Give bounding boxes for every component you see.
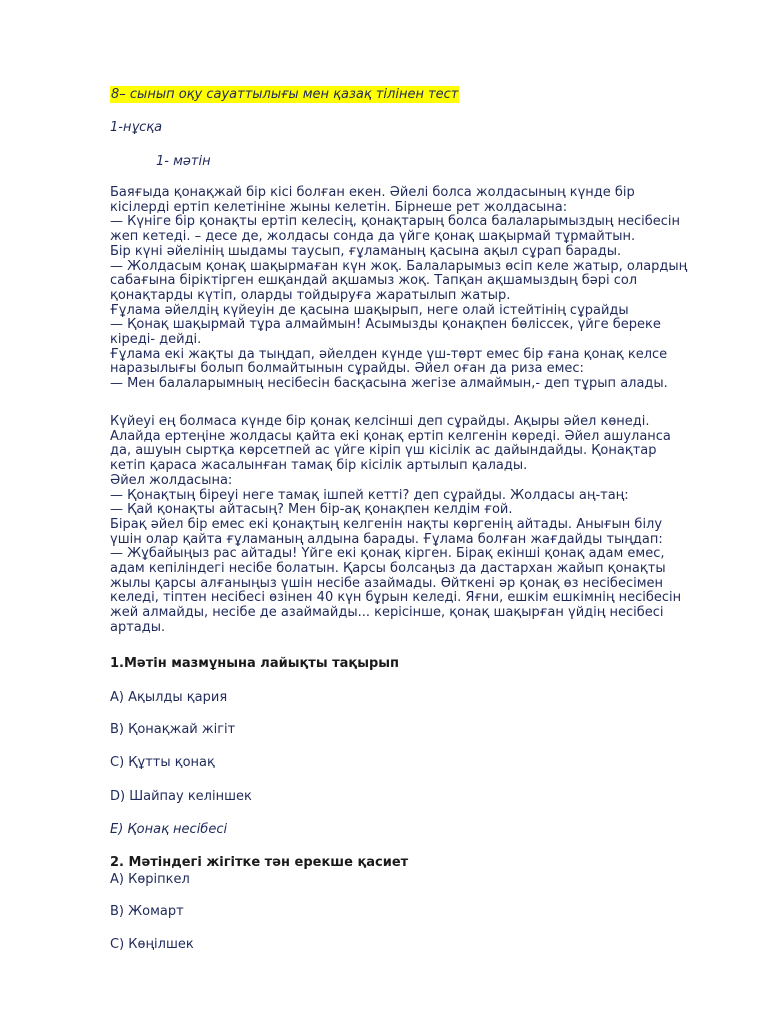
question-1-option-b: В) Қонақжай жігіт	[110, 722, 236, 737]
paragraph-line: — Жұбайыңыз рас айтады! Үйге екі қонақ кірген. Бірақ екінші қонақ адам емес,	[110, 546, 665, 562]
paragraph-line: келеді, тіптен несібесі өзінен 40 күн бұрын келеді. Яғни, ешкім ешкімнің несібесін	[110, 590, 682, 606]
test-title: 8– сынып оқу сауаттылығы мен қазақ тілінен тест	[111, 87, 459, 102]
question-2-option-a: А) Көріпкел	[110, 872, 190, 887]
paragraph-line: Алайда ертеңіне жолдасы қайта екі қонақ ертіп келгенін көреді. Әйел ашуланса	[110, 428, 671, 444]
paragraph-line: Күйеуі ең болмаса күнде бір қонақ келсінші деп сұрайды. Ақыры әйел көнеді.	[110, 414, 650, 429]
paragraph-line: да, ашуын сыртқа көрсетпей ас үйге кіріп үш кісілік ас дайындайды. Қонақтар	[110, 443, 657, 459]
paragraph-line: Бір күні әйелінің шыдамы таусып, ғұламаның қасына ақыл сұрап барады.	[110, 243, 622, 259]
paragraph-line: — Қонақтың біреуі неге тамақ ішпей кетті? деп сұрайды. Жолдасы аң-таң:	[110, 487, 629, 503]
question-1-option-a: А) Ақылды қария	[110, 690, 228, 705]
question-1-text: 1.Мәтін мазмұнына лайықты тақырып	[110, 656, 400, 671]
paragraph-line: — Қай қонақты айтасың? Мен бір-ақ қонақпен келдім ғой.	[110, 502, 513, 518]
paragraph-line: Ғұлама әйелдің күйеуін де қасына шақырып, неге олай істейтінің сұрайды	[110, 302, 629, 318]
paragraph-line: — Қонақ шақырмай тұра алмаймын! Асымызды қонақпен бөліссек, үйге береке	[110, 317, 661, 333]
question-2-text: 2. Мәтіндегі жігітке тән ерекше қасиет	[110, 855, 409, 870]
paragraph-line: артады.	[110, 619, 166, 635]
paragraph-line: — Мен балаларымның несібесін басқасына жегізе алмаймын,- деп тұрып алады.	[110, 376, 668, 392]
paragraph-line: жылы қарсы алғаныңыз үшін несібе азаймады. Өйткені әр қонақ өз несібесімен	[110, 575, 664, 591]
paragraph-line: — Күнiге бір қонақты ертіп келесің, қонақтарың болса балаларымыздың несібесін	[110, 214, 681, 230]
paragraph-line: Бірақ әйел бір емес екі қонақтың келгенін нақты көргенің айтады. Анығын білу	[110, 516, 663, 532]
paragraph-line: адам кепіліндегі несібе болатын. Қарсы болсаңыз да дастархан жайып қонақты	[110, 561, 666, 577]
paragraph-line: жеп кетеді. – десе де, жолдасы сонда да үйге қонақ шақырмай тұрмайтын.	[110, 229, 636, 245]
paragraph-line: наразылығы болып болмайтынын сұрайды. Әйел оған да риза емес:	[110, 361, 584, 377]
paragraph-line: кіреді- дейді.	[110, 332, 202, 348]
question-1-option-c: С) Құтты қонақ	[110, 755, 215, 770]
paragraph-line: жей алмайды, несібе де азаймайды... керісінше, қонақ шақырған үйдің несібесі	[110, 605, 664, 621]
paragraph-line: қонақтарды күтіп, оларды тойдыруға жаратылып жатыр.	[110, 287, 511, 303]
text-paragraph-1	[110, 186, 720, 392]
paragraph-line: кісілерді ертіп келетініне жыны келетін. Бірнеше рет жолдасына:	[110, 199, 568, 215]
question-2-option-b: В) Жомарт	[110, 904, 184, 919]
question-2-option-c: С) Көңілшек	[110, 937, 194, 952]
question-1-option-e: Е) Қонақ несібесі	[110, 822, 228, 837]
paragraph-line: сабағына біріктірген ешқандай ақшамыз жоқ. Тапқан ақшамыздың бәрі сол	[110, 273, 638, 289]
paragraph-line: Ғұлама екі жақты да тыңдап, әйелден күнде үш-төрт емес бір ғана қонақ келсе	[110, 346, 668, 362]
paragraph-line: үшін олар қайта ғұламаның алдына барады. Ғұлама болған жағдайды тыңдап:	[110, 531, 663, 547]
question-1-option-d: D) Шайпау келіншек	[110, 789, 252, 804]
paragraph-line: Әйел жолдасына:	[110, 472, 233, 488]
text-paragraph-2	[110, 415, 720, 636]
paragraph-line: Баяғыда қонақжай бір кісі болған екен. Әйелі болса жолдасының күнде бір	[110, 185, 635, 200]
paragraph-line: кетіп қараса жасалынған тамақ бір кісілік артылып қалады.	[110, 458, 528, 474]
text-heading: 1- мәтін	[156, 154, 211, 169]
paragraph-line: — Жолдасым қонақ шақырмаған күн жоқ. Балаларымыз өсіп келе жатыр, олардың	[110, 258, 688, 274]
variant-label: 1-нұсқа	[110, 120, 163, 135]
